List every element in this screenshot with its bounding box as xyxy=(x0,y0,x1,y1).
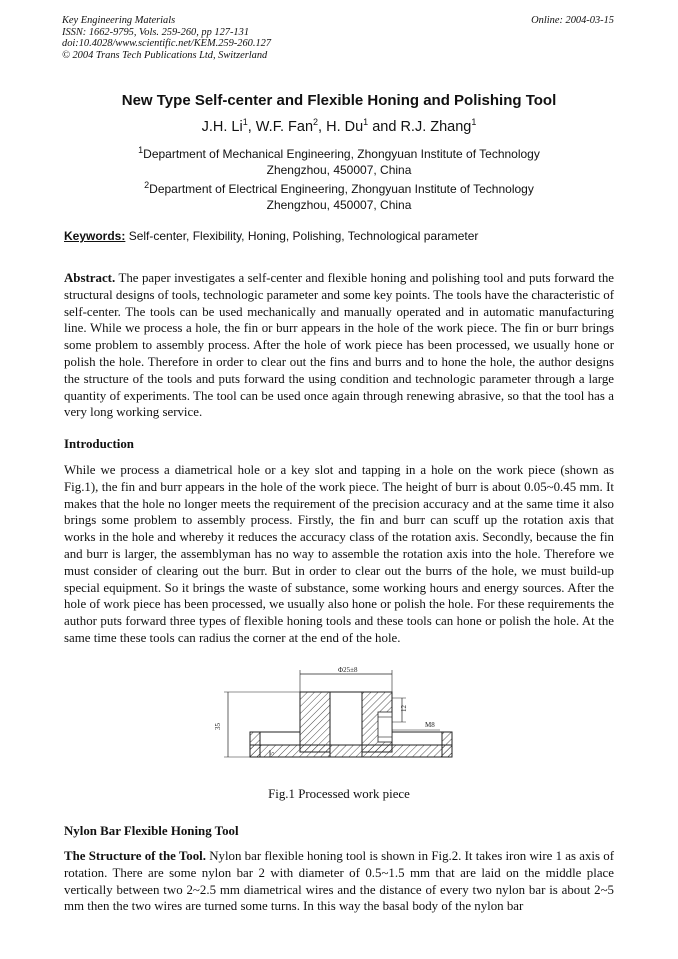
affiliation-2 xyxy=(0,177,678,213)
online-date: Online: 2004-03-15 xyxy=(531,15,614,26)
affiliation-city: Zhengzhou, 450007, China xyxy=(266,198,412,212)
dim-right-label: 12 xyxy=(400,705,408,712)
journal-name: Key Engineering Materials xyxy=(62,15,176,26)
author-separator: and xyxy=(368,118,401,135)
dim-height-label: 35 xyxy=(214,723,222,730)
introduction-heading: Introduction xyxy=(64,437,134,451)
nylon-section-heading: Nylon Bar Flexible Honing Tool xyxy=(64,824,239,838)
abstract-paragraph xyxy=(64,270,614,421)
affiliation-city: Zhengzhou, 450007, China xyxy=(266,163,412,177)
author-name: H. Du xyxy=(326,118,364,135)
keywords-label: Keywords: xyxy=(64,229,126,243)
structure-label: The Structure of the Tool. xyxy=(64,849,206,863)
affiliation-dept: Department of Mechanical Engineering, Zhongyuan Institute of Technology xyxy=(143,147,540,161)
issn-line: ISSN: 1662-9795, Vols. 259-260, pp 127-131 xyxy=(62,26,250,38)
author-affiliation-mark: 2 xyxy=(313,117,319,127)
keywords-line xyxy=(64,229,478,243)
author-list xyxy=(0,117,678,135)
abstract-text: The paper investigates a self-center and flexible honing and polishing tool and puts forward the structural designs of tools, technologic parameter and some key points. The tools have the characteristic of self-center. The tools can be used mechanically and manually operated and in automatic manufacturing line. While we process a hole, the fin or burr appears in the hole of the work piece. The fin or burr brings some problem to assembly process. After the hole of work piece has been processed, we usually hone or polish the hole. Therefore in order to clear out the fins and burrs and to hone the hole, the author designs the structure of the tools and puts forward the using condition and technologic parameter through a large quantity of experiments. The tool can be used once again through renewing abrasive, so that the tool has a very long working service. xyxy=(64,271,614,420)
work-piece-drawing xyxy=(210,662,472,782)
nylon-structure-paragraph xyxy=(64,848,614,915)
author-name: W.F. Fan xyxy=(255,118,314,135)
affiliation-mark: 1 xyxy=(138,145,144,155)
author-name: J.H. Li xyxy=(201,118,243,135)
structure-text: Nylon bar flexible honing tool is shown in Fig.2. It takes iron wire 1 as axis of rotation. There are some nylon bar 2 with diameter of 0.5~1.5 mm that are laid on the middle place vertically between two 2~2.5 mm diametrical wires and the distance of every two nylon bar is about 2~5 mm then the two wires are turned some turns. In this way the basal body of the nylon bar xyxy=(64,849,615,914)
abstract-label: Abstract. xyxy=(64,271,116,285)
author-affiliation-mark: 1 xyxy=(242,117,248,127)
affiliation-1 xyxy=(0,142,678,178)
author-separator: , xyxy=(247,118,256,135)
author-affiliation-mark: 1 xyxy=(471,117,477,127)
paper-title: New Type Self-center and Flexible Honing and Polishing Tool xyxy=(121,92,557,109)
doi-line: doi:10.4028/www.scientific.net/KEM.259-260.127 xyxy=(62,38,272,50)
work-piece-section xyxy=(250,692,452,757)
dim-diameter-label: Φ25±8 xyxy=(338,666,358,674)
dim-small-label: 5 xyxy=(270,752,276,755)
affiliation-mark: 2 xyxy=(144,180,150,190)
author-name: R.J. Zhang xyxy=(400,118,472,135)
author-affiliation-mark: 1 xyxy=(363,117,369,127)
affiliation-dept: Department of Electrical Engineering, Zhongyuan Institute of Technology xyxy=(149,182,534,196)
figure-caption: Fig.1 Processed work piece xyxy=(268,787,410,801)
journal-header xyxy=(62,15,271,61)
copyright-line: © 2004 Trans Tech Publications Ltd, Switzerland xyxy=(62,49,268,61)
keywords-text: Self-center, Flexibility, Honing, Polishing, Technological parameter xyxy=(125,229,479,243)
introduction-paragraph: While we process a diametrical hole or a key slot and tapping in a hole on the work piece (shown as Fig.1), the fin and burr appears in the hole of the work piece. The height of burr is about 0.05~0.45 mm. It makes that the hole no longer meets the requirement of the precision accuracy and at the same time it also brings some problem to assembly process. Firstly, the fin and burr can scuff up the rotation axis that works in the hole and whereby it reduces the accuracy class of the rotation axis. Secondly, because the fin and burr is larger, the assemblyman has no way to assemble the rotation axis into the hole. Therefore we must consider of clearing out the burr. But in order to clear out the burrs of the hole, we must build-up special equipment. So it brings the waste of substance, some working hours and energy sources. After the hole of work piece has been processed, we usually also hone or polish the hole. For these requirements the author puts forward three types of flexible honing tools and these tools can hone or polish the hole. At the same time these tools can radius the corner at the end of the hole. xyxy=(64,463,614,645)
author-separator: , xyxy=(318,118,327,135)
thread-label: M8 xyxy=(425,721,435,729)
